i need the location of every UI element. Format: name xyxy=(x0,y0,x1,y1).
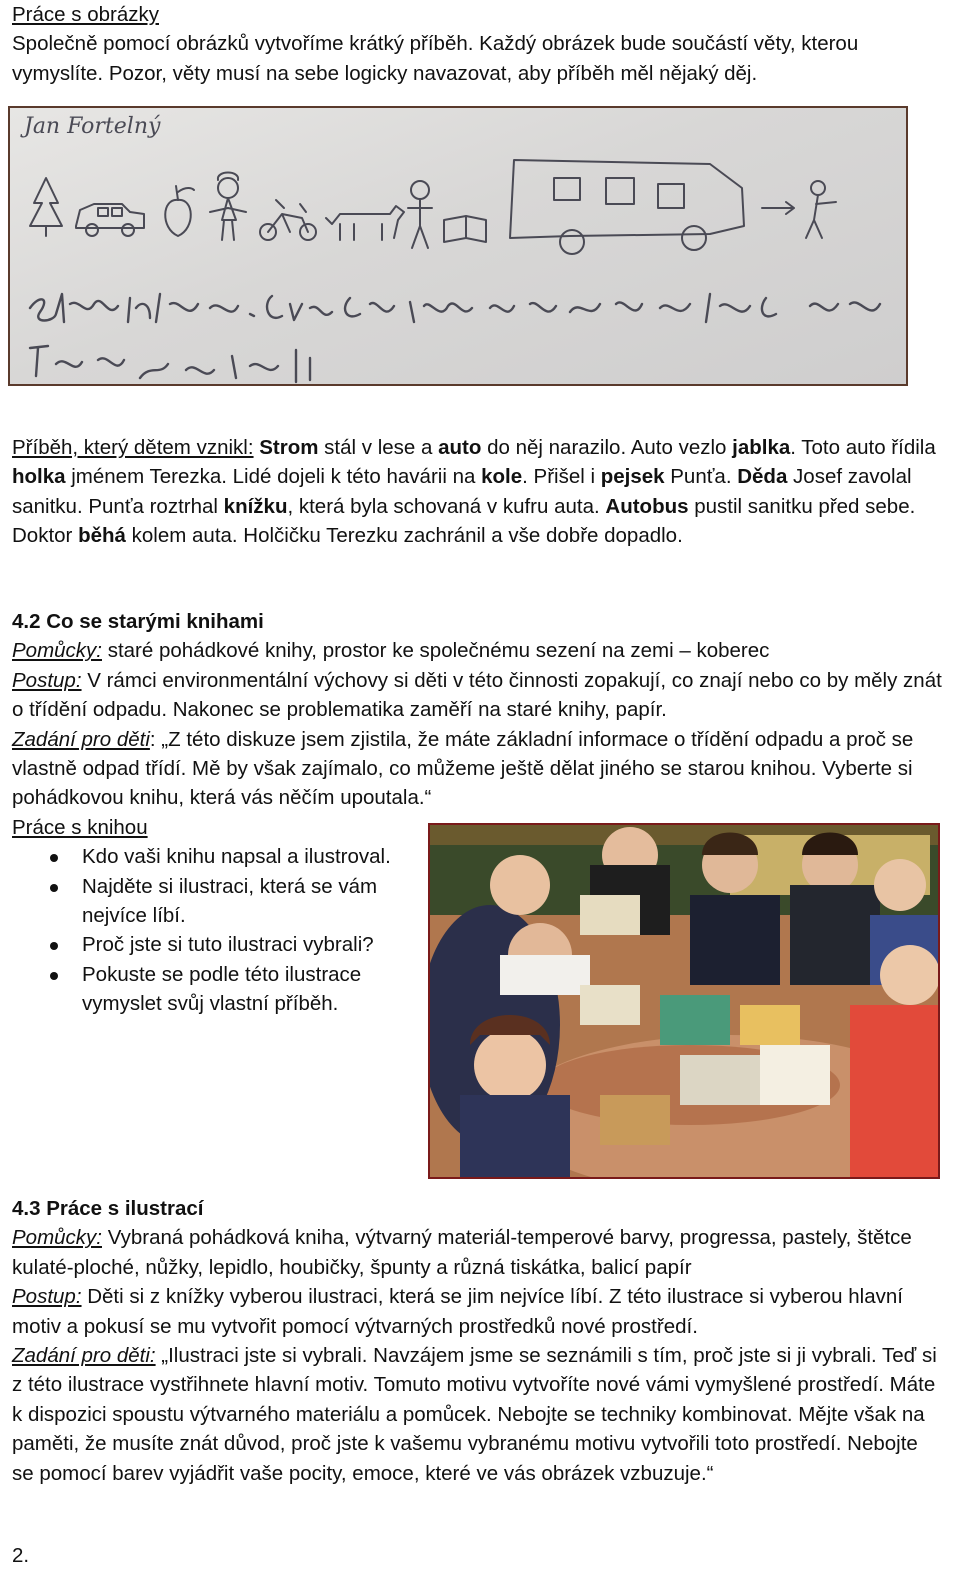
section-4-3 xyxy=(12,1194,942,1488)
list-item: Proč jste si tuto ilustraci vybrali? xyxy=(12,930,412,959)
story-keyword: běhá xyxy=(78,524,126,548)
story-fragment: pustil sanitku před sebe. Doktor xyxy=(12,494,916,548)
story-keyword: Děda xyxy=(737,465,788,489)
postup-text: Děti si z knížky vyberou ilustraci, která se jim nejvíce líbí. Z této ilustrace si vyberou hlavní motiv a pokusí se mu vytvořit pomocí výtvarných prostředků nové prostředí. xyxy=(12,1285,903,1338)
children-reading-photo xyxy=(428,823,940,1179)
prace-s-knihou-label: Práce s knihou xyxy=(12,815,148,839)
story-fragment: Josef zavolal sanitku. Punťa roztrhal xyxy=(12,465,912,518)
photo-illustration xyxy=(430,825,940,1179)
story-section xyxy=(12,433,942,551)
story-fragment: do něj narazilo. Auto vezlo xyxy=(481,436,733,459)
story-fragment: . Přišel i xyxy=(522,465,601,489)
story-fragment: . Toto auto řídila xyxy=(790,436,936,459)
section-heading: Práce s obrázky xyxy=(12,3,159,26)
zadani-text: „Ilustraci jste si vybrali. Navzájem jsme se seznámili s tím, proč jste si ji vybrali. Teď si z této ilustrace vystřihnete hlavní motiv. Tomuto motivu vytvoříte nové vámi vymyšlené prostředí. Máte k dispozici spoustu výtvarného materiálu a pomůcek. Nebojte se techniky kombinovat. Mějte však na paměti, že musíte znát důvod, proč jste k vašemu vybranému motivu vytvořili toto prostředí. Nebojte se pomocí barev vyjádřit vaše pocity, emoce, které ve vás obrázek vzbuzuje.“ xyxy=(12,1344,937,1485)
story-keyword: Strom xyxy=(259,436,319,459)
story-keyword: jablka xyxy=(732,436,791,459)
story-keyword: holka xyxy=(12,465,66,489)
list-item: Kdo vaši knihu napsal a ilustroval. xyxy=(12,842,412,871)
pomucky-label: Pomůcky: xyxy=(12,1226,102,1250)
story-fragment xyxy=(254,436,260,459)
postup-label: Postup: xyxy=(12,668,82,692)
story-keyword: kole xyxy=(481,465,523,489)
story-fragment: Punťa. xyxy=(664,465,738,489)
pomucky-text: Vybraná pohádková kniha, výtvarný materiál-temperové barvy, progressa, pastely, štětce kulaté-ploché, nůžky, lepidlo, houbičky, špunty a různá tiskátka, balicí papír xyxy=(12,1226,912,1279)
story-text xyxy=(12,436,936,547)
section-prace-s-obrazky xyxy=(12,0,942,88)
section-heading: 4.2 Co se starými knihami xyxy=(12,610,264,633)
pomucky-label: Pomůcky: xyxy=(12,639,102,663)
list-item: Pokuste se podle této ilustrace vymyslet svůj vlastní příběh. xyxy=(12,960,412,1019)
story-keyword: pejsek xyxy=(600,465,665,489)
pomucky-text: staré pohádkové knihy, prostor ke společnému sezení na zemi – koberec xyxy=(102,639,770,663)
story-fragment: , která byla schovaná v kufru auta. xyxy=(287,494,606,518)
story-fragment: jménem Terezka. Lidé dojeli k této havárii na xyxy=(65,465,482,489)
list-item: Najděte si ilustraci, která se vám nejvíce líbí. xyxy=(12,872,412,931)
drawing-sketch xyxy=(10,108,908,386)
story-label: Příběh, který dětem vznikl: xyxy=(12,436,254,459)
story-fragment: stál v lese a xyxy=(318,436,439,459)
zadani-label: Zadání pro děti xyxy=(12,727,150,751)
sketch-author: Jan Fortelný xyxy=(24,114,161,139)
intro-paragraph: Společně pomocí obrázků vytvoříme krátký příběh. Každý obrázek bude součástí věty, kterou vymyslíte. Pozor, věty musí na sebe logicky navazovat, aby příběh měl nějaký děj. xyxy=(12,32,859,85)
story-keyword: auto xyxy=(438,436,482,459)
zadani-label: Zadání pro děti: xyxy=(12,1344,156,1368)
story-keyword: Autobus xyxy=(605,494,689,518)
page-number: 2. xyxy=(12,1544,30,1567)
section-heading: 4.3 Práce s ilustrací xyxy=(12,1197,204,1220)
story-paragraph xyxy=(12,433,942,551)
story-keyword: knížku xyxy=(223,494,288,518)
story-fragment: kolem auta. Holčičku Terezku zachránil a vše dobře dopadlo. xyxy=(125,524,683,548)
children-drawing-photo xyxy=(8,106,908,386)
zadani-text: : „Z této diskuze jsem zjistila, že máte základní informace o třídění odpadu a proč se vlastně odpad třídí. Mě by však zajímalo, co můžeme ještě dělat jiného se starou knihou. Vyberte si pohádkovou knihu, která vás něčím upoutala.“ xyxy=(12,727,914,810)
postup-text: V rámci environmentální výchovy si děti v této činnosti zopakují, co znají nebo co by měly znát o třídění odpadu. Nakonec se problematika zaměří na staré knihy, papír. xyxy=(12,668,942,722)
postup-label: Postup: xyxy=(12,1285,82,1309)
task-list xyxy=(12,842,412,1018)
